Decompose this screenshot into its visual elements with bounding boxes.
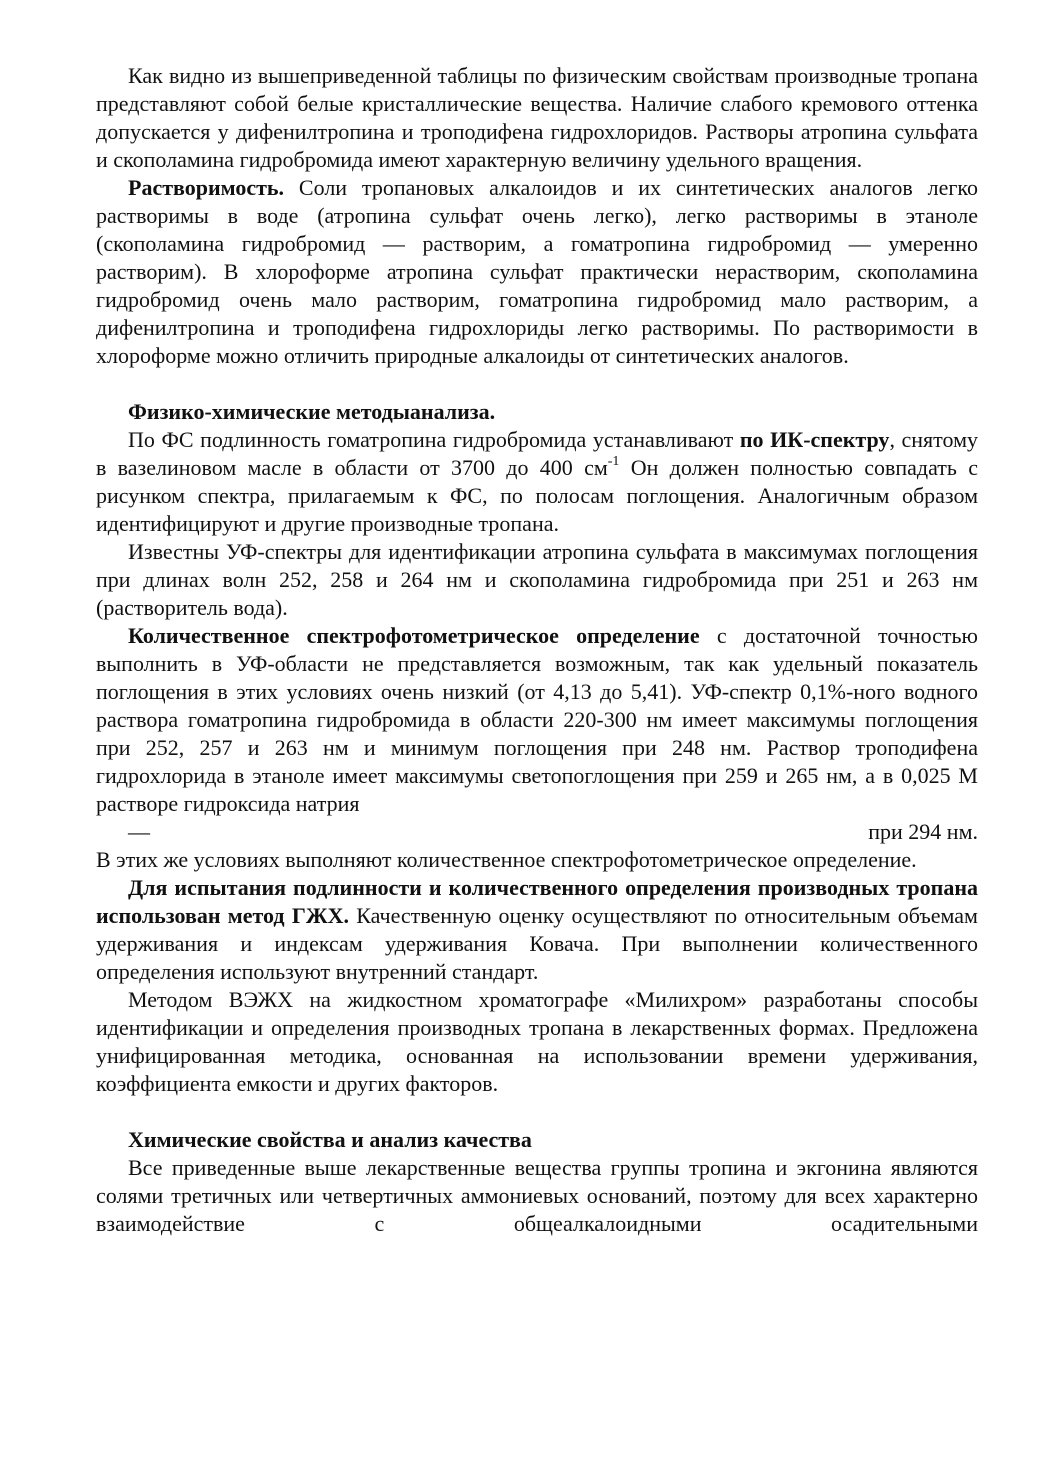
glc-text: Качественную оценку осуществляют по относительным объемам удерживания и индексам удерживания Ковача. При выполнении количественного определения используют внутренний стандарт.	[96, 903, 978, 984]
paragraph-chemical-properties: Все приведенные выше лекарственные вещества группы тропина и экгонина являются солями третичных или четвертичных аммониевых оснований, поэтому для всех характерно взаимодействие с общеалкалоидными осадительными	[96, 1155, 978, 1236]
dash-mark: —	[128, 819, 150, 844]
paragraph-solubility	[96, 174, 978, 370]
paragraph-glc	[96, 874, 978, 986]
paragraph-hplc: Методом ВЭЖХ на жидкостном хроматографе «Милихром» разработаны способы идентификации и определения производных тропана в лекарственных формах. Предложена унифицированная методика, основанная на использовании времени удерживания, коэффициента емкости и других факторов.	[96, 987, 978, 1096]
heading-physchem-methods: Физико-химические методыанализа.	[128, 399, 496, 424]
paragraph-quantitative-spectro	[96, 622, 978, 818]
heading-chemical-properties: Химические свойства и анализ качества	[128, 1127, 532, 1152]
spacer	[96, 370, 978, 398]
paragraph-ir-spectrum	[96, 426, 978, 538]
spacer	[96, 1098, 978, 1126]
ir-text-a: По ФС подлинность гоматропина гидробромида устанавливают	[128, 427, 740, 452]
paragraph-same-conditions: В этих же условиях выполняют количественное спектрофотометрическое определение.	[96, 847, 917, 872]
glc-term: Для испытания подлинности и количественного определения производных тропана использован метод ГЖХ.	[96, 875, 978, 928]
quantitative-term: Количественное спектрофотометрическое определение	[128, 623, 700, 648]
ir-term: по ИК-спектру	[739, 427, 890, 452]
quantitative-text: с достаточной точностью выполнить в УФ-области не представляется возможным, так как удельный показатель поглощения в этих условиях очень низкий (от 4,13 до 5,41). УФ-спектр 0,1%-ного водного раствора гоматропина гидробромида в области 220-300 нм имеет максимумы поглощения при 252, 257 и 263 нм и минимум поглощения при 248 нм. Раствор троподифена гидрохлорида в этаноле имеет максимумы светопоглощения при 259 и 265 нм, а в 0,025 М растворе гидроксида натрия	[96, 623, 978, 816]
paragraph-uv-spectra: Известны УФ-спектры для идентификации атропина сульфата в максимумах поглощения при длинах волн 252, 258 и 264 нм и скополамина гидробромида при 251 и 263 нм (растворитель вода).	[96, 539, 978, 620]
paragraph-physical-properties: Как видно из вышеприведенной таблицы по физическим свойствам производные тропана представляют собой белые кристаллические вещества. Наличие слабого кремового оттенка допускается у дифенилтропина и троподифена гидрохлоридов. Растворы атропина сульфата и скополамина гидробромида имеют характерную величину удельного вращения.	[96, 63, 978, 172]
ir-superscript: -1	[607, 453, 620, 469]
dash-line	[96, 818, 978, 846]
ir-text-b: , снятому в вазелиновом масле в области от 3700 до 400 см	[96, 427, 979, 480]
document-page	[96, 62, 978, 1238]
dash-line-right-text: при 294 нм.	[868, 819, 978, 844]
solubility-term: Растворимость.	[128, 175, 285, 200]
ir-text-c: Он должен полностью совпадать с рисунком спектра, прилагаемым к ФС, по полосам поглощения. Аналогичным образом идентифицируют и другие производные тропана.	[96, 455, 978, 536]
solubility-text: Соли тропановых алкалоидов и их синтетических аналогов легко растворимы в воде (атропина сульфат очень легко), легко растворимы в этаноле (скополамина гидробромид — растворим, а гоматропина гидробромид — умеренно растворим). В хлороформе атропина сульфат практически нерастворим, скополамина гидробромид очень мало растворим, гоматропина гидробромид мало растворим, а дифенилтропина и троподифена гидрохлориды легко растворимы. По растворимости в хлороформе можно отличить природные алкалоиды от синтетических аналогов.	[96, 175, 978, 368]
